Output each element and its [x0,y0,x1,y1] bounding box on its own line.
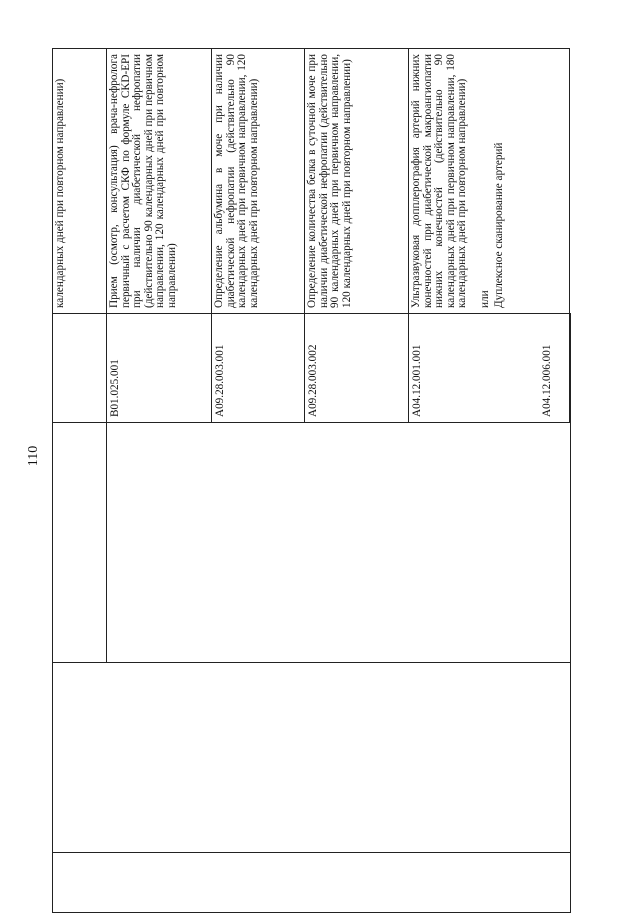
empty-cell-col2 [53,663,571,853]
or-text: или [478,290,491,308]
service-code: A09.28.003.001 [212,314,305,423]
empty-cell-col3-top [53,423,107,663]
empty-cell-col1 [53,853,571,913]
service-rows [106,49,570,423]
service-text: Определение альбумина в моче при наличии диабетической нефропатии (действительно 90 календарных дней при первичном направлении, 120 календарных дней при повторном направлении) [212,49,305,314]
continuation-text: календарных дней при повторном направлении) [54,78,66,308]
page-number: 110 [26,445,41,467]
service-code: A04.12.001.001 [411,344,423,417]
service-text-cell [409,49,570,314]
empty-cell-col3 [107,423,571,663]
service-code-cell [409,314,570,423]
service-code: B01.025.001 [107,314,212,423]
service-code: A09.28.003.002 [305,314,409,423]
service-code-alt: A04.12.006.001 [540,344,553,417]
service-text-alt: Дуплексное сканирование артерий [492,142,505,308]
table-row [212,49,305,423]
service-table [106,48,570,423]
empty-cell-col4-top [53,314,107,423]
continuation-text-cell [53,49,107,314]
table-row [409,49,570,423]
service-text: Прием (осмотр, консультация) врача-нефролога первичный с расчетом СКФ по формуле CKD-EPI при наличии диабетической нефропатии (действительно 90 календарных дней при первичном направлении, 120 календарных дней при повторном направлении) [107,49,212,314]
table-row [305,49,409,423]
service-text: Определение количества белка в суточной моче при наличии диабетической нефропатии (действительно 90 календарных дней при первичном направлении, 120 календарных дней при повторном направлении) [305,49,409,314]
table-row [107,49,212,423]
service-text: Ультразвуковая допплерография артерий нижних конечностей при диабетической макроангиопатии нижних конечностей (действительно 90 календарных дней при первичном направлении, 180 календарных дней при повторном направлении) [410,54,469,308]
table-row [53,49,107,913]
